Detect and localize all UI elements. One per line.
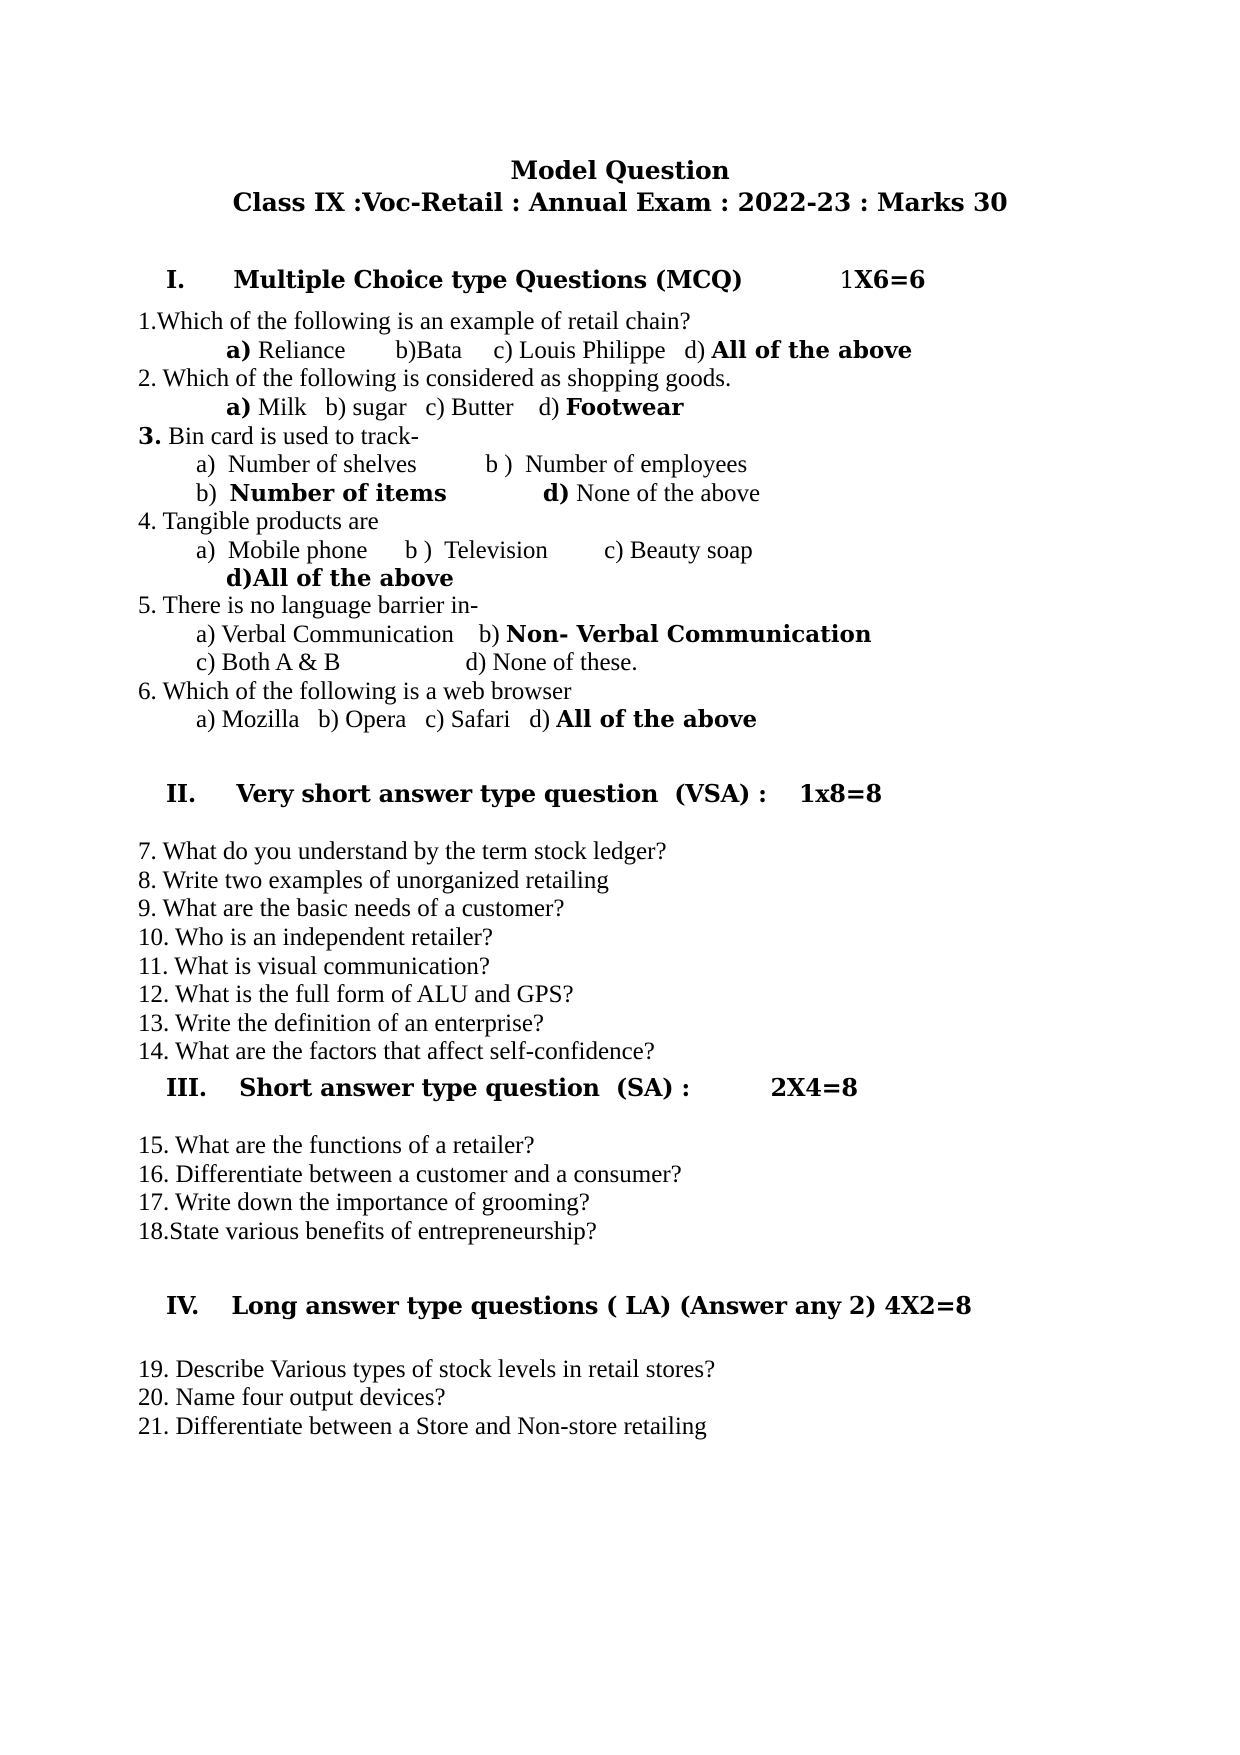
question-14: 14. What are the factors that affect self-confidence? bbox=[138, 1038, 655, 1066]
q3-option-b-label: b) bbox=[196, 479, 230, 507]
question-8: 8. Write two examples of unorganized retailing bbox=[138, 866, 609, 894]
question-16: 16. Differentiate between a customer and a consumer? bbox=[138, 1160, 682, 1188]
q6-options-plain: a) Mozilla b) Opera c) Safari d) bbox=[196, 706, 557, 734]
q3-text: Bin card is used to track- bbox=[162, 422, 419, 450]
question-9: 9. What are the basic needs of a customer? bbox=[138, 895, 565, 923]
section-3-roman: III. bbox=[166, 1073, 207, 1103]
section-heading-2 bbox=[138, 779, 1120, 808]
section-1-title: Multiple Choice type Questions (MCQ) bbox=[233, 265, 743, 294]
question-6-options bbox=[138, 706, 1120, 735]
question-5-options-row-1 bbox=[138, 621, 1120, 650]
q3-option-a: a) Number of shelves bbox=[196, 451, 417, 479]
question-3 bbox=[138, 423, 1120, 452]
question-4-options-row-1: a) Mobile phone b ) Television c) Beauty soap bbox=[196, 537, 753, 564]
section-heading-1 bbox=[138, 265, 1120, 294]
q5-option-b-label: b) bbox=[478, 620, 506, 648]
q2-option-a-text: Milk bbox=[251, 393, 307, 421]
question-1: 1.Which of the following is an example of retail chain? bbox=[138, 308, 691, 335]
title-line-1: Model Question bbox=[510, 156, 730, 185]
q1-option-a-text: Reliance bbox=[251, 336, 346, 364]
section-heading-3 bbox=[138, 1073, 1120, 1102]
question-11: 11. What is visual communication? bbox=[138, 952, 491, 980]
question-10: 10. Who is an independent retailer? bbox=[138, 923, 493, 951]
question-19: 19. Describe Various types of stock levels in retail stores? bbox=[138, 1355, 716, 1383]
question-4-options-row-2: d)All of the above bbox=[226, 564, 454, 592]
section-2-roman: II. bbox=[166, 779, 196, 809]
section-1-marks: X6=6 bbox=[854, 265, 926, 294]
section-3-title: Short answer type question (SA) : bbox=[239, 1073, 690, 1103]
question-13: 13. Write the definition of an enterprise? bbox=[138, 1009, 545, 1037]
q2-option-a-label: a) bbox=[226, 393, 252, 421]
section-3-marks: 2X4=8 bbox=[770, 1073, 858, 1103]
question-15: 15. What are the functions of a retailer? bbox=[138, 1132, 535, 1160]
question-17: 17. Write down the importance of grooming? bbox=[138, 1189, 590, 1217]
q1-option-b: b)Bata bbox=[345, 336, 463, 364]
section-2-marks: 1x8=8 bbox=[798, 779, 882, 809]
question-1-options bbox=[138, 337, 1120, 366]
q3-option-b-text: Number of items bbox=[229, 479, 447, 507]
question-3-options-row-1 bbox=[138, 451, 1120, 480]
q2-option-c: c) Butter bbox=[406, 393, 514, 421]
title-line-2: Class IX :Voc-Retail : Annual Exam : 2022-23 : Marks 30 bbox=[232, 188, 1008, 217]
section-1-roman: I. bbox=[166, 265, 185, 294]
document-title bbox=[138, 155, 1120, 219]
question-6: 6. Which of the following is a web browser bbox=[138, 677, 572, 705]
q5-option-a: a) Verbal Communication bbox=[196, 620, 479, 648]
question-2: 2. Which of the following is considered as shopping goods. bbox=[138, 365, 732, 393]
question-7: 7. What do you understand by the term stock ledger? bbox=[138, 838, 667, 866]
q1-option-d-label: d) bbox=[665, 336, 712, 364]
section-2-title: Very short answer type question (VSA) : bbox=[236, 779, 767, 809]
q3-option-b-right: b ) Number of employees bbox=[416, 451, 748, 479]
question-5-options-row-2: c) Both A & B d) None of these. bbox=[196, 649, 638, 677]
section-4-title: Long answer type questions ( LA) (Answer any 2) 4X2=8 bbox=[231, 1290, 972, 1320]
question-5: 5. There is no language barrier in- bbox=[138, 591, 479, 619]
question-21: 21. Differentiate between a Store and Non-store retailing bbox=[138, 1412, 707, 1440]
q5-option-b-text: Non- Verbal Communication bbox=[505, 620, 872, 648]
q3-number: 3. bbox=[138, 422, 163, 450]
question-12: 12. What is the full form of ALU and GPS? bbox=[138, 981, 574, 1009]
q3-option-d-text: None of the above bbox=[569, 479, 761, 507]
section-heading-4 bbox=[138, 1291, 1120, 1320]
q1-option-d-text: All of the above bbox=[711, 336, 913, 364]
question-20: 20. Name four output devices? bbox=[138, 1384, 446, 1412]
q3-option-d-label: d) bbox=[446, 479, 570, 507]
question-3-options-row-2 bbox=[138, 480, 1120, 509]
question-2-options bbox=[138, 394, 1120, 423]
question-4: 4. Tangible products are bbox=[138, 508, 379, 536]
section-1-marks-lead: 1 bbox=[839, 266, 855, 294]
q1-option-c: c) Louis Philippe bbox=[462, 336, 666, 364]
q2-option-d-label: d) bbox=[513, 393, 566, 421]
q6-option-d-text: All of the above bbox=[556, 706, 758, 734]
section-4-roman: IV. bbox=[166, 1290, 200, 1320]
question-18: 18.State various benefits of entrepreneurship? bbox=[138, 1217, 597, 1245]
q1-option-a-label: a) bbox=[226, 336, 252, 364]
q2-option-b: b) sugar bbox=[306, 393, 407, 421]
q2-option-d-text: Footwear bbox=[565, 393, 684, 421]
